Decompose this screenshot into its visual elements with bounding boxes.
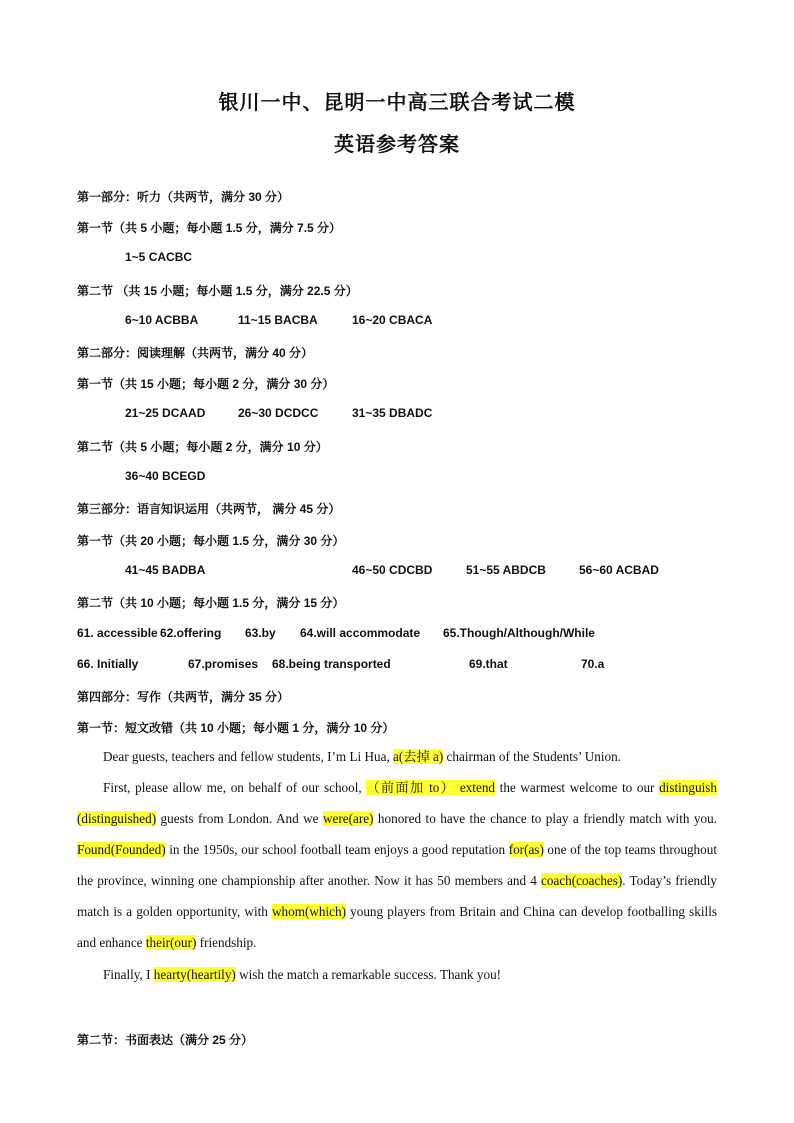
fill-answer: 61. accessible [77,626,158,640]
answer-group: 16~20 CBACA [352,313,433,327]
para-text: the warmest welcome to our [495,780,660,795]
answer-group: 46~50 CDCBD [352,563,433,577]
answer-group: 6~10 ACBBA [125,313,199,327]
answer-group: 36~40 BCEGD [125,469,206,483]
para-text: . Today’s friendly match is a golden opportunity, with [77,873,717,919]
answer-group: 11~15 BACBA [238,313,318,327]
para-text: in the 1950s, our school football team enjoys a good reputation [165,842,509,857]
fill-answer: 62.offering [160,626,222,640]
part3-heading: 第三部分：语言知识运用（共两节， 满分 45 分） [77,502,341,516]
para-text: Dear guests, teachers and fellow students, I’m Li Hua, [103,749,394,764]
fill-answer: 64.will accommodate [300,626,421,640]
correction-mark: whom(which) [272,904,346,919]
para-text: wish the match a remarkable success. Thank you! [235,967,502,982]
correction-mark: their(our) [145,935,197,950]
correction-mark: hearty(heartily) [153,967,236,982]
answer-group: 1~5 CACBC [125,250,193,264]
para-text: chairman of the Students’ Union. [443,749,621,764]
correction-mark: distinguish (distinguished) [77,780,717,826]
correction-mark: （前面加 to） extend [366,780,496,795]
correction-paragraph-2 [77,772,717,958]
exam-title: 银川一中、昆明一中高三联合考试二模 [218,90,576,114]
correction-mark: coach(coaches) [541,873,623,888]
part1-sec2-heading: 第二节 （共 15 小题；每小题 1.5 分，满分 22.5 分） [77,284,358,298]
correction-mark: a(去掉 a) [393,749,444,764]
correction-paragraph-3 [77,959,717,990]
part4-sec1-heading: 第一节：短文改错（共 10 小题；每小题 1 分，满分 10 分） [77,721,395,735]
para-text: First, please allow me, on behalf of our school, [103,780,367,795]
part3-sec2-heading: 第二节（共 10 小题；每小题 1.5 分，满分 15 分） [77,596,345,610]
part2-heading: 第二部分：阅读理解（共两节，满分 40 分） [77,346,314,360]
answer-group: 41~45 BADBA [125,563,206,577]
part1-heading: 第一部分：听力（共两节，满分 30 分） [77,190,290,204]
para-text: honored to have the chance to play a friendly match with you. [373,811,717,826]
para-text: one of the top teams throughout the province, winning one championship after another. Now it has 50 members and 4 [77,842,718,888]
part2-sec2-heading: 第二节（共 5 小题；每小题 2 分，满分 10 分） [77,440,328,454]
answer-group: 26~30 DCDCC [238,406,319,420]
answer-group: 21~25 DCAAD [125,406,206,420]
answer-group: 56~60 ACBAD [579,563,659,577]
answer-group: 31~35 DBADC [352,406,433,420]
part2-sec1-heading: 第一节（共 15 小题；每小题 2 分，满分 30 分） [77,377,335,391]
fill-answer: 63.by [245,626,276,640]
para-text: friendship. [196,935,257,950]
part3-sec1-heading: 第一节（共 20 小题；每小题 1.5 分，满分 30 分） [77,534,345,548]
correction-paragraph-1 [77,741,717,772]
part4-heading: 第四部分：写作（共两节，满分 35 分） [77,690,290,704]
part1-sec1-heading: 第一节（共 5 小题；每小题 1.5 分，满分 7.5 分） [77,221,342,235]
fill-answer: 68.being transported [272,657,391,671]
fill-answer: 66. Initially [77,657,139,671]
part4-sec2-heading: 第二节：书面表达（满分 25 分） [77,1033,254,1047]
fill-answer: 70.a [581,657,605,671]
answer-group: 51~55 ABDCB [466,563,546,577]
para-text: young players from Britain and China can develop footballing skills and enhance [77,904,717,950]
correction-mark: Found(Founded) [77,842,166,857]
para-text: guests from London. And we [156,811,323,826]
correction-mark: were(are) [322,811,374,826]
exam-subtitle: 英语参考答案 [334,132,460,156]
fill-answer: 67.promises [188,657,259,671]
fill-answer: 69.that [469,657,508,671]
fill-answer: 65.Though/Although/While [443,626,595,640]
para-text: Finally, I [103,967,154,982]
correction-mark: for(as) [508,842,544,857]
